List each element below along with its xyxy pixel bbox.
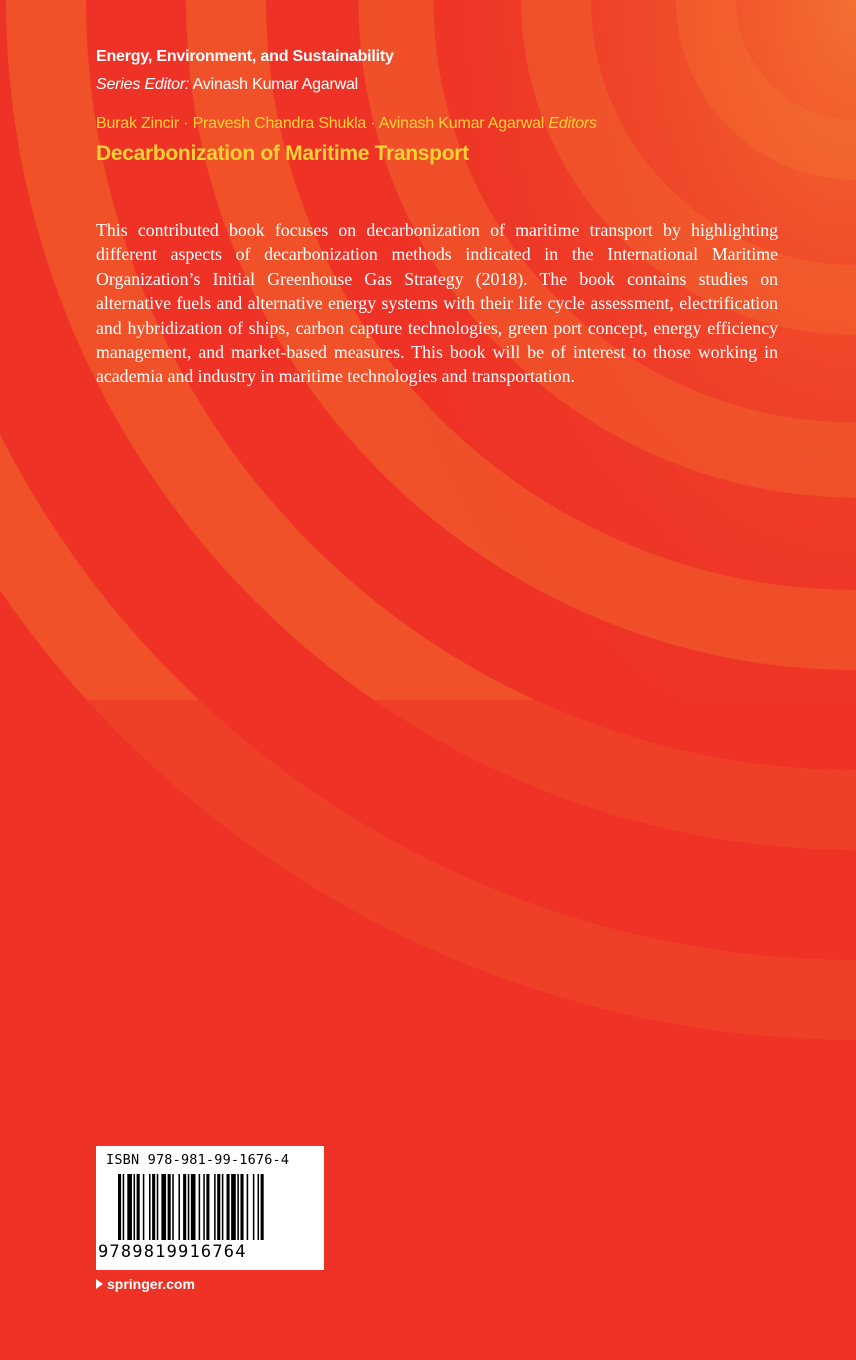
barcode-bar <box>199 1174 201 1240</box>
editor-names: Burak Zincir · Pravesh Chandra Shukla · Avinash Kumar Agarwal <box>96 115 545 132</box>
barcode-bar <box>178 1174 180 1240</box>
barcode-bar <box>149 1174 151 1240</box>
barcode-bar <box>172 1174 174 1240</box>
isbn-barcode <box>96 1146 324 1270</box>
barcode-bar <box>258 1174 260 1240</box>
barcode-bar <box>127 1174 132 1240</box>
barcode-bar <box>191 1174 196 1240</box>
barcode-bar <box>161 1174 166 1240</box>
barcode-bar <box>240 1174 243 1240</box>
editors-role: Editors <box>548 115 597 132</box>
barcode-bar <box>261 1174 264 1240</box>
triangle-right-icon <box>96 1279 103 1289</box>
series-editor <box>96 76 358 94</box>
series-title: Energy, Environment, and Sustainability <box>96 48 394 65</box>
barcode-bar <box>152 1174 155 1240</box>
barcode-bar <box>253 1174 255 1240</box>
isbn-text: ISBN 978-981-99-1676-4 <box>106 1152 290 1168</box>
series-editor-label: Series Editor: <box>96 76 190 93</box>
barcode-bar <box>183 1174 186 1240</box>
book-title: Decarbonization of Maritime Transport <box>96 142 469 165</box>
barcode-bar <box>227 1174 230 1240</box>
barcode-bar <box>217 1174 220 1240</box>
barcode-bar <box>206 1174 209 1240</box>
barcode-bar <box>134 1174 136 1240</box>
publisher-url: springer.com <box>107 1276 195 1292</box>
publisher-link[interactable] <box>96 1276 195 1292</box>
barcode-bar <box>168 1174 171 1240</box>
ean-digits: 9789819916764 <box>98 1242 247 1262</box>
barcode-bar <box>231 1174 236 1240</box>
barcode-bar <box>157 1174 159 1240</box>
barcode-bar <box>118 1174 121 1240</box>
barcode-bar <box>247 1174 249 1240</box>
barcode-bar <box>123 1174 125 1240</box>
series-editor-name: Avinash Kumar Agarwal <box>192 76 358 93</box>
barcode-bar <box>214 1174 216 1240</box>
book-description: This contributed book focuses on decarbonization of maritime transport by highlighting different aspects of decarbonization methods indicated in the International Maritime Organization’s Initial Greenhouse Gas Strategy (2018). The book contains studies on alternative fuels and alternative energy systems with their life cycle assessment, electrification and hybridization of ships, carbon capture technologies, green port concept, energy efficiency management, and market-based measures. This book will be of interest to those working in academia and industry in maritime technologies and transportation. <box>96 220 778 387</box>
barcode-bar <box>203 1174 205 1240</box>
barcode-bar <box>237 1174 239 1240</box>
barcode-bar <box>143 1174 145 1240</box>
barcode-bar <box>137 1174 140 1240</box>
barcode-bar <box>222 1174 224 1240</box>
barcode-bar <box>188 1174 190 1240</box>
book-editors <box>96 115 597 133</box>
